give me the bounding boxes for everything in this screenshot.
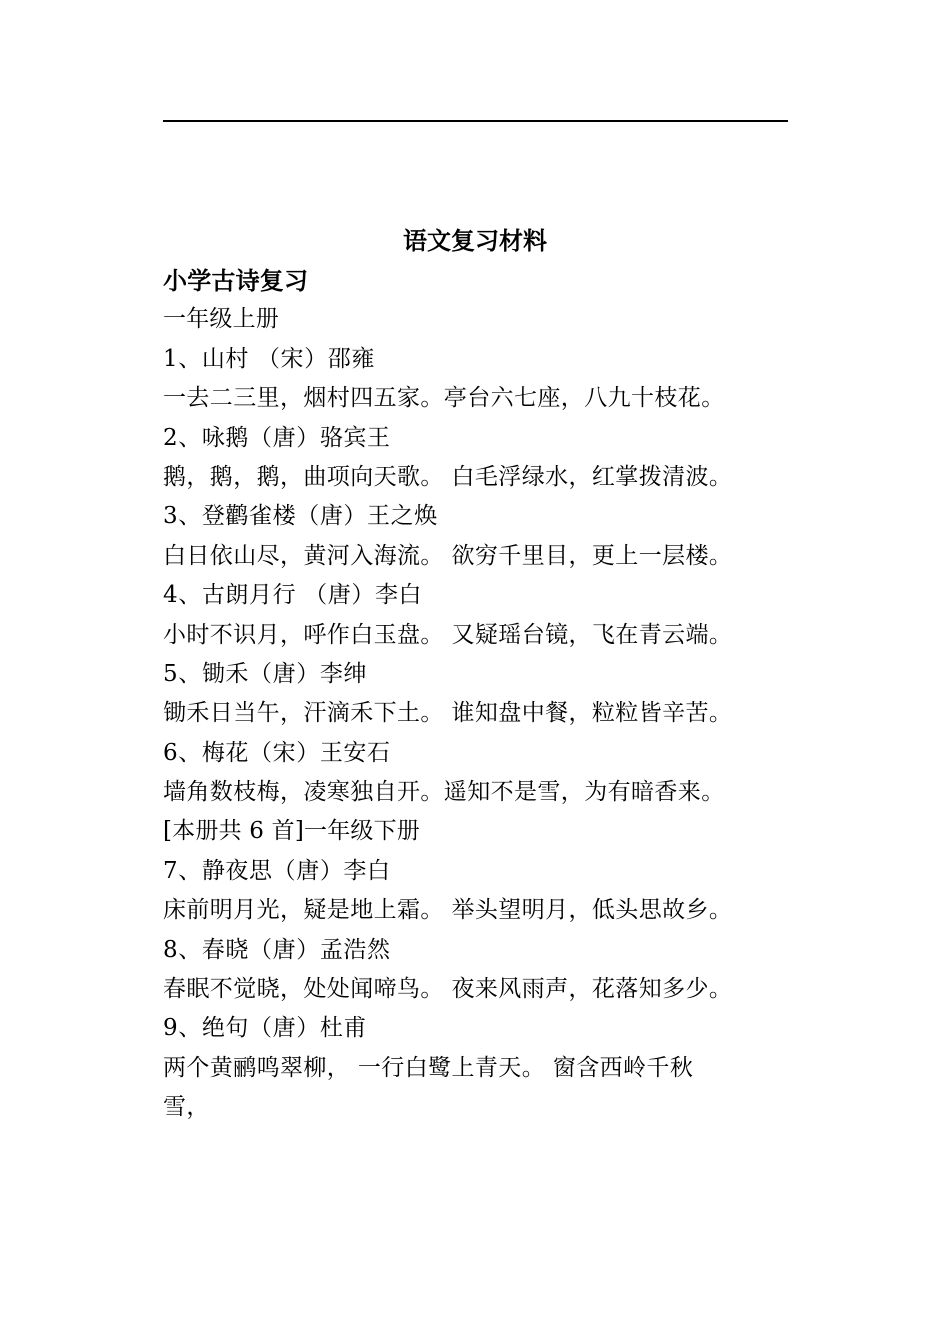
poem-body: 床前明月光，疑是地上霜。 举头望明月，低头思故乡。 [163, 897, 733, 924]
poem-title: 8、春晓（唐）孟浩然 [163, 936, 391, 963]
poem-title: 3、登鹳雀楼（唐）王之焕 [163, 503, 438, 530]
volume-note: [本册共 6 首]一年级下册 [163, 818, 421, 845]
section-heading: 小学古诗复习 [163, 266, 309, 295]
poem-body: 白日依山尽，黄河入海流。 欲穷千里目，更上一层楼。 [163, 542, 733, 569]
poem-title: 1、山村 （宋）邵雍 [163, 345, 375, 372]
poem-title: 2、咏鹅（唐）骆宾王 [163, 424, 391, 451]
poem-title: 9、绝句（唐）杜甫 [163, 1015, 368, 1042]
poem-body-continued: 雪， [163, 1094, 210, 1121]
poem-body: 墙角数枝梅，凌寒独自开。遥知不是雪，为有暗香来。 [163, 779, 725, 806]
grade-label: 一年级上册 [163, 306, 279, 333]
poem-body: 春眠不觉晓，处处闻啼鸟。 夜来风雨声，花落知多少。 [163, 976, 733, 1003]
header-rule [163, 120, 788, 122]
poem-title: 5、锄禾（唐）李绅 [163, 660, 368, 687]
document-title: 语文复习材料 [403, 226, 547, 255]
poem-body: 两个黄鹂鸣翠柳， 一行白鹭上青天。 窗含西岭千秋 [163, 1054, 694, 1081]
poem-title: 4、古朗月行 （唐）李白 [163, 582, 423, 609]
poem-body: 鹅，鹅，鹅，曲项向天歌。 白毛浮绿水，红掌拨清波。 [163, 463, 733, 490]
poem-list [163, 261, 793, 1128]
poem-body: 锄禾日当午，汗滴禾下土。 谁知盘中餐，粒粒皆辛苦。 [163, 700, 733, 727]
poem-title: 6、梅花（宋）王安石 [163, 739, 391, 766]
poem-title: 7、静夜思（唐）李白 [163, 857, 391, 884]
poem-body: 小时不识月，呼作白玉盘。 又疑瑶台镜，飞在青云端。 [163, 621, 733, 648]
poem-body: 一去二三里，烟村四五家。亭台六七座，八九十枝花。 [163, 385, 725, 412]
